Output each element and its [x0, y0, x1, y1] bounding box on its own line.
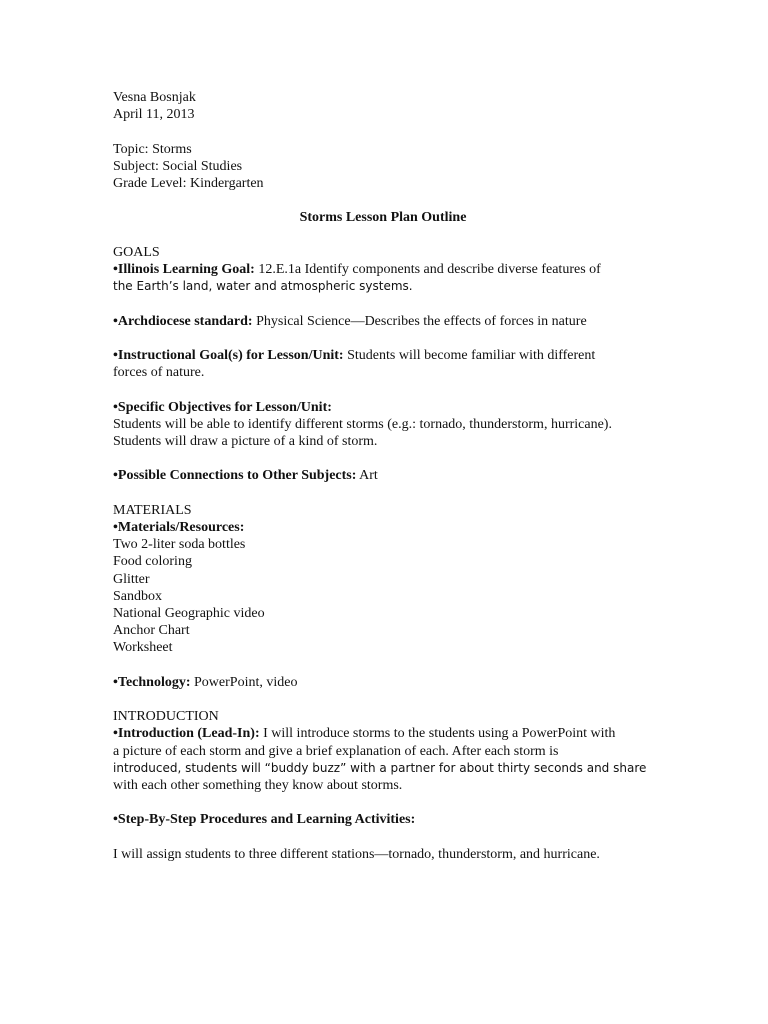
author-name: Vesna Bosnjak — [113, 90, 196, 105]
archdiocese-standard — [113, 313, 658, 330]
objectives-line-1: Students will be able to identify different storms (e.g.: tornado, thunderstorm, hurricane). — [113, 416, 612, 432]
instructional-goal-line-2: forces of nature. — [113, 365, 205, 381]
leadin-line-3: introduced, students will “buddy buzz” with a partner for about thirty seconds and share — [113, 760, 647, 775]
resources-label-text: •Materials/Resources: — [113, 519, 245, 535]
objectives-line-2: Students will draw a picture of a kind of storm. — [113, 433, 378, 449]
material-item: National Geographic video — [113, 605, 265, 621]
grade-level-line: Grade Level: Kindergarten — [113, 176, 264, 191]
illinois-goal-text: 12.E.1a Identify components and describe diverse features of — [254, 261, 601, 277]
connections-text: Art — [356, 468, 378, 484]
leadin-label: •Introduction (Lead-In): — [113, 726, 260, 742]
archdiocese-label: •Archdiocese standard: — [113, 313, 253, 329]
goals-heading: GOALS — [113, 244, 160, 260]
procedures-label — [113, 811, 658, 828]
leadin-line-1 — [113, 725, 658, 742]
illinois-goal-line-1 — [113, 261, 658, 278]
technology-line — [113, 674, 658, 691]
objectives-label — [113, 399, 658, 416]
resources-label — [113, 519, 658, 536]
illinois-goal-line-2: the Earth’s land, water and atmospheric systems. — [113, 279, 413, 294]
material-item: Food coloring — [113, 554, 192, 570]
instructional-goal-label: •Instructional Goal(s) for Lesson/Unit: — [113, 347, 344, 363]
procedures-text: I will assign students to three different stations—tornado, thunderstorm, and hurricane. — [113, 846, 600, 862]
material-item: Two 2-liter soda bottles — [113, 537, 246, 553]
material-item: Sandbox — [113, 588, 162, 604]
illinois-goal-label: •Illinois Learning Goal: — [113, 261, 255, 277]
document-page — [113, 89, 658, 863]
material-item: Worksheet — [113, 640, 173, 656]
leadin-line-4: with each other something they know about storms. — [113, 777, 403, 793]
leadin-line-2: a picture of each storm and give a brief explanation of each. After each storm is — [113, 743, 559, 759]
materials-heading: MATERIALS — [113, 502, 192, 518]
procedures-label-text: •Step-By-Step Procedures and Learning Activities: — [113, 812, 416, 828]
material-item: Glitter — [113, 571, 150, 587]
material-item: Anchor Chart — [113, 623, 190, 639]
document-title: Storms Lesson Plan Outline — [299, 210, 467, 226]
archdiocese-text: Physical Science—Describes the effects of forces in nature — [252, 313, 587, 329]
leadin-text-1: I will introduce storms to the students using a PowerPoint with — [259, 726, 616, 742]
objectives-label-text: •Specific Objectives for Lesson/Unit: — [113, 399, 332, 415]
subject-line: Subject: Social Studies — [113, 158, 243, 174]
instructional-goal-line-1 — [113, 347, 658, 364]
topic-line: Topic: Storms — [113, 141, 192, 157]
technology-label: •Technology: — [113, 674, 191, 690]
connections-line — [113, 467, 658, 484]
lesson-date: April 11, 2013 — [113, 107, 195, 123]
introduction-heading: INTRODUCTION — [113, 709, 219, 725]
technology-text: PowerPoint, video — [190, 674, 298, 690]
connections-label: •Possible Connections to Other Subjects: — [113, 468, 357, 484]
instructional-goal-text: Students will become familiar with different — [343, 347, 596, 363]
